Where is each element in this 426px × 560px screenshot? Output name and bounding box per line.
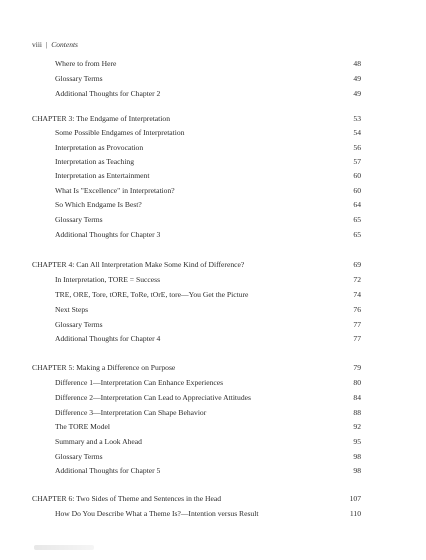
page-edge-smudge	[34, 545, 94, 550]
toc-page-number: 60	[353, 171, 361, 180]
toc-entry-label: Difference 1—Interpretation Can Enhance Experiences	[55, 378, 224, 387]
toc-entry-label: The TORE Model	[55, 422, 110, 431]
page-number: viii	[32, 40, 43, 49]
toc-entry	[55, 319, 361, 331]
toc-entry-label: How Do You Describe What a Theme Is?—Intention versus Result	[55, 509, 259, 518]
toc-page-number: 64	[353, 200, 361, 209]
toc-entry	[55, 392, 361, 404]
toc-page-number: 107	[349, 494, 361, 503]
toc-entry-label: TRE, ORE, Tore, tORE, ToRe, tOrE, tore—You Get the Picture	[55, 290, 249, 299]
toc-chapter	[32, 493, 361, 505]
toc-page-number: 69	[353, 260, 361, 269]
toc-entry-label: Difference 3—Interpretation Can Shape Behavior	[55, 408, 207, 417]
toc-chapter-label: CHAPTER 5: Making a Difference on Purpose	[32, 363, 176, 372]
toc-entry-label: Next Steps	[55, 305, 89, 314]
toc-entry-label: Glossary Terms	[55, 215, 103, 224]
toc-page-number: 92	[353, 422, 361, 431]
toc-entry-label: Difference 2—Interpretation Can Lead to Appreciative Attitudes	[55, 393, 251, 402]
toc-entry-label: What Is "Excellence" in Interpretation?	[55, 186, 175, 195]
toc-entry	[55, 142, 361, 154]
toc-entry-label: Interpretation as Provocation	[55, 143, 144, 152]
toc-chapter	[32, 259, 361, 271]
toc-page-number: 76	[353, 305, 361, 314]
toc-page-number: 65	[353, 215, 361, 224]
toc-page-number: 56	[353, 143, 361, 152]
toc-page-number: 65	[353, 230, 361, 239]
toc-entry	[55, 451, 361, 463]
toc-page-number: 80	[353, 378, 361, 387]
toc-entry-label: Interpretation as Teaching	[55, 157, 135, 166]
toc-page-number: 74	[353, 290, 361, 299]
toc-entry-label: In Interpretation, TORE = Success	[55, 275, 161, 284]
toc-page-number: 77	[353, 334, 361, 343]
toc-page-number: 57	[353, 157, 361, 166]
toc-entry-label: Additional Thoughts for Chapter 5	[55, 466, 161, 475]
toc-entry-label: Some Possible Endgames of Interpretation	[55, 128, 185, 137]
toc-entry	[55, 304, 361, 316]
toc-entry	[55, 73, 361, 85]
toc-chapter-label: CHAPTER 3: The Endgame of Interpretation	[32, 114, 170, 123]
toc-entry-label: Summary and a Look Ahead	[55, 437, 142, 446]
toc-chapter-label: CHAPTER 4: Can All Interpretation Make Some Kind of Difference?	[32, 260, 245, 269]
toc-entry	[55, 274, 361, 286]
toc-entry-label: Additional Thoughts for Chapter 2	[55, 89, 161, 98]
toc-page-number: 110	[349, 509, 361, 518]
toc-entry	[55, 289, 361, 301]
toc-entry	[55, 421, 361, 433]
toc-page-number: 77	[353, 320, 361, 329]
toc-page-number: 88	[353, 408, 361, 417]
toc-entry	[55, 377, 361, 389]
toc-entry	[55, 214, 361, 226]
toc-entry-label: Interpretation as Entertainment	[55, 171, 150, 180]
toc-chapter-label: CHAPTER 6: Two Sides of Theme and Sentences in the Head	[32, 494, 222, 503]
toc-page-number: 98	[353, 452, 361, 461]
toc-entry-label: Additional Thoughts for Chapter 3	[55, 230, 161, 239]
toc-entry	[55, 170, 361, 182]
toc-entry	[55, 199, 361, 211]
toc-page-number: 60	[353, 186, 361, 195]
toc-page-number: 53	[353, 114, 361, 123]
toc-chapter	[32, 362, 361, 374]
toc-entry-label: Glossary Terms	[55, 74, 103, 83]
toc-entry	[55, 333, 361, 345]
toc-entry	[55, 508, 361, 520]
toc-page-number: 98	[353, 466, 361, 475]
toc-page-number: 72	[353, 275, 361, 284]
toc-page-number: 79	[353, 363, 361, 372]
toc-entry-label: So Which Endgame Is Best?	[55, 200, 142, 209]
toc-page-number: 84	[353, 393, 361, 402]
toc-page-number: 54	[353, 128, 361, 137]
toc-page-number: 49	[353, 74, 361, 83]
toc-entry-label: Glossary Terms	[55, 452, 103, 461]
toc-entry	[55, 185, 361, 197]
toc-entry-label: Glossary Terms	[55, 320, 103, 329]
header-separator: |	[45, 40, 48, 49]
toc-entry	[55, 58, 361, 70]
toc-entry	[55, 156, 361, 168]
toc-page-number: 49	[353, 89, 361, 98]
toc-entry-label: Where to from Here	[55, 59, 117, 68]
toc-chapter	[32, 113, 361, 125]
section-title: Contents	[51, 40, 78, 49]
toc-entry	[55, 436, 361, 448]
toc-entry	[55, 88, 361, 100]
running-head	[32, 40, 78, 49]
toc-entry	[55, 407, 361, 419]
toc-entry	[55, 229, 361, 241]
toc-entry	[55, 127, 361, 139]
toc-entry-label: Additional Thoughts for Chapter 4	[55, 334, 161, 343]
toc-page-number: 48	[353, 59, 361, 68]
toc-page-number: 95	[353, 437, 361, 446]
toc-entry	[55, 465, 361, 477]
